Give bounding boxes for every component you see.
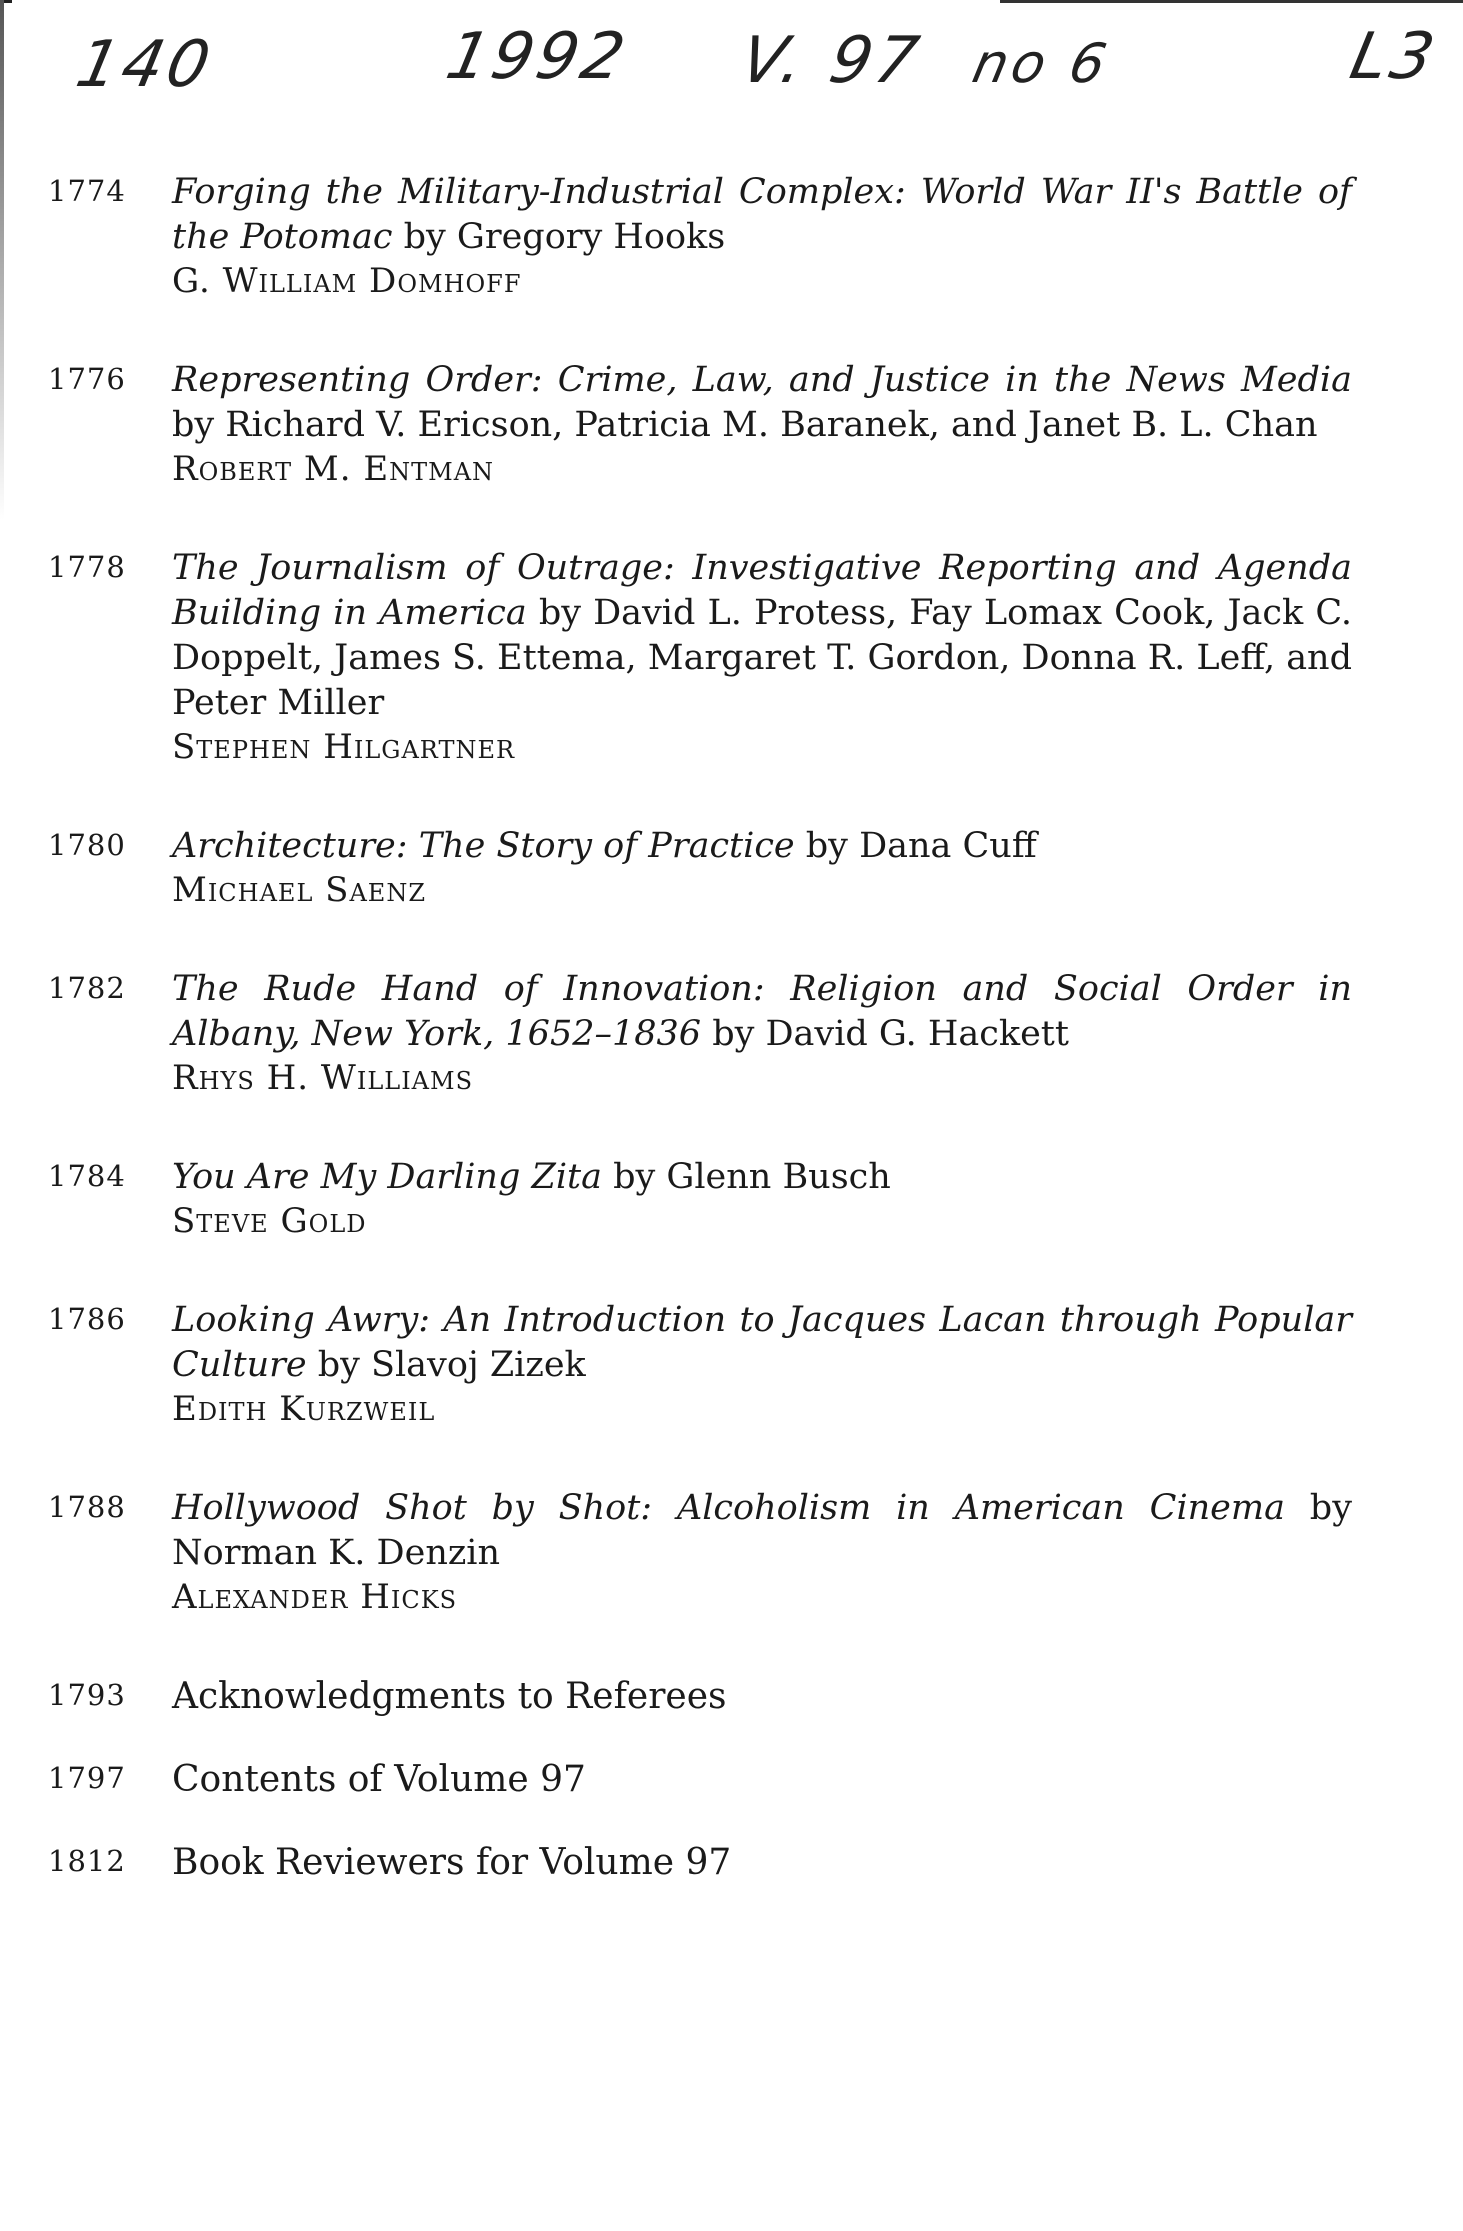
handwritten-call-number [0,18,1463,128]
entry-body [172,967,1352,1099]
back-matter-text: Acknowledgments to Referees [172,1676,727,1717]
page-number: 1784 [48,1159,126,1193]
page-number: 1776 [48,362,126,396]
handwritten-part-2: 1992 [440,20,635,94]
toc-entry [0,967,1463,1099]
book-title: The Rude Hand of Innovation: Religion and Social Order in Albany, New York, 1652–1836 [172,969,1352,1054]
reviewer-name: Robert M. Entman [172,449,495,489]
book-author: by Dana Cuff [794,826,1037,866]
book-title: Looking Awry: An Introduction to Jacques Lacan through Popular Culture [172,1300,1352,1385]
toc-entry [0,358,1463,490]
toc-entry [0,1486,1463,1618]
toc-entry [0,546,1463,768]
page-number: 1780 [48,828,126,862]
book-author: by David L. Protess, Fay Lomax Cook, Jack C. Doppelt, James S. Ettema, Margaret T. Gordon, Donna R. Leff, and Peter Miller [172,593,1353,723]
page-number: 1778 [48,550,126,584]
reviewer-name: Rhys H. Williams [172,1058,474,1098]
page-number: 1782 [48,971,126,1005]
toc-entry [0,1298,1463,1430]
handwritten-part-3: V. 97 [734,24,929,98]
book-author: by Slavoj Zizek [306,1345,586,1385]
book-title: Hollywood Shot by Shot: Alcoholism in American Cinema [172,1488,1285,1528]
reviewer-name: Michael Saenz [172,870,427,910]
book-title: Representing Order: Crime, Law, and Justice in the News Media [172,360,1352,400]
back-matter-text: Book Reviewers for Volume 97 [172,1842,732,1883]
handwritten-part-4: no 6 [967,32,1116,95]
handwritten-part-5: L3 [1344,20,1445,94]
book-author: by Glenn Busch [601,1157,891,1197]
entry-body [172,824,1352,911]
toc-entry [0,1155,1463,1242]
page-number: 1774 [48,174,126,208]
book-author: by Norman K. Denzin [172,1488,1352,1573]
page-number: 1797 [48,1761,126,1795]
handwritten-part-1: 140 [70,28,221,102]
scan-edge-top [0,0,1463,3]
reviewer-name: Stephen Hilgartner [172,727,516,767]
entry-body [172,358,1352,490]
page-number: 1786 [48,1302,126,1336]
book-title: The Journalism of Outrage: Investigative Reporting and Agenda Building in America [172,548,1352,633]
table-of-contents [0,170,1463,1923]
back-matter-text: Contents of Volume 97 [172,1759,586,1800]
entry-body [172,1486,1352,1618]
entry-body [172,1155,1352,1242]
book-author: by Gregory Hooks [392,217,726,257]
back-matter-entry [0,1674,1463,1719]
book-title: Architecture: The Story of Practice [172,826,795,866]
book-author: by Richard V. Ericson, Patricia M. Baranek, and Janet B. L. Chan [172,405,1318,445]
reviewer-name: Steve Gold [172,1201,367,1241]
back-matter-entry [0,1757,1463,1802]
reviewer-name: Edith Kurzweil [172,1389,436,1429]
page-number: 1793 [48,1678,126,1712]
page-number: 1812 [48,1844,126,1878]
book-author: by David G. Hackett [701,1014,1069,1054]
book-title: Forging the Military-Industrial Complex: World War II's Battle of the Potomac [172,172,1352,257]
entry-body [172,1298,1352,1430]
reviewer-name: G. William Domhoff [172,261,522,301]
entry-body [172,170,1352,302]
reviewer-name: Alexander Hicks [172,1577,458,1617]
entry-body [172,546,1352,768]
page-number: 1788 [48,1490,126,1524]
back-matter-entry [0,1840,1463,1885]
book-title: You Are My Darling Zita [172,1157,602,1197]
toc-entry [0,824,1463,911]
toc-entry [0,170,1463,302]
